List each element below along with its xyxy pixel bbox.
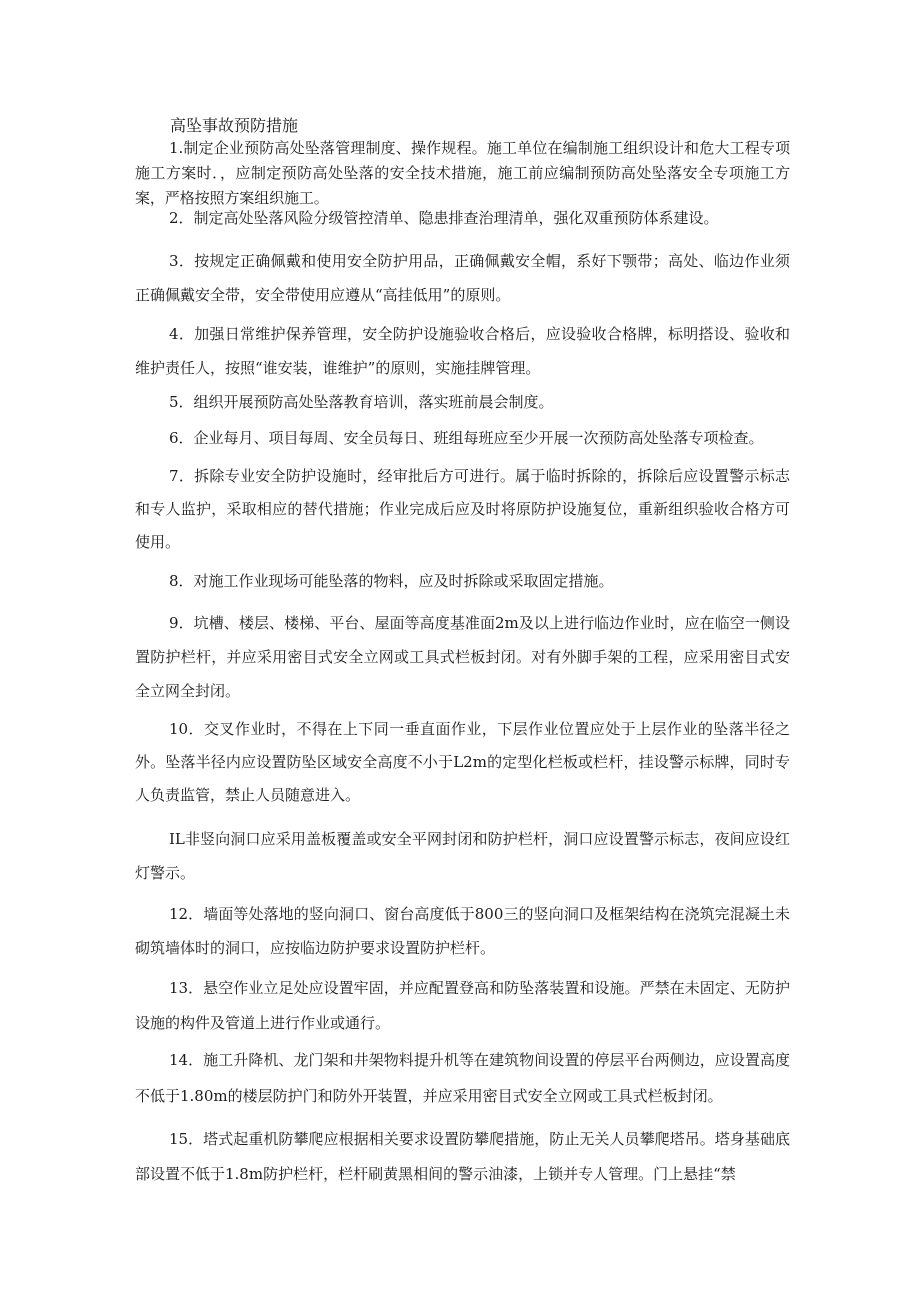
paragraph-12: 12．墙面等处落地的竖向洞口、窗台高度低于800三的竖向洞口及框架结构在浇筑完混凝土未砌筑墙体时的洞口，应按临边防护要求设置防护栏杆。: [135, 905, 790, 957]
paragraph-4: 4．加强日常维护保养管理，安全防护设施验收合格后，应设验收合格牌，标明搭设、验收和维护责任人，按照“谁安装，谁维护”的原则，实施挂牌管理。: [135, 325, 790, 377]
paragraph-13: 13．悬空作业立足处应设置牢固，并应配置登高和防坠落装置和设施。严禁在未固定、无防护设施的构件及管道上进行作业或通行。: [135, 979, 790, 1032]
paragraph-15: 15．塔式起重机防攀爬应根据相关要求设置防攀爬措施，防止无关人员攀爬塔吊。塔身基础底部设置不低于1.8m防护栏杆，栏杆刷黄黑相间的警示油漆，上锁并专人管理。门上悬挂“禁: [135, 1130, 790, 1183]
paragraph-10: 10．交叉作业时，不得在上下同一垂直面作业，下层作业位置应处于上层作业的坠落半径之外。坠落半径内应设置防坠区域安全高度不小于L2m的定型化栏板或栏杆，挂设警示标牌，同时专人负责监管，禁止人员随意进入。: [135, 720, 790, 804]
paragraph-3: 3．按规定正确佩戴和使用安全防护用品，正确佩戴安全帽，系好下颚带；高处、临边作业须正确佩戴安全带，安全带使用应遵从“高挂低用”的原则。: [135, 252, 790, 304]
paragraph-7: 7．拆除专业安全防护设施时，经审批后方可进行。属于临时拆除的，拆除后应设置警示标志和专人监护，采取相应的替代措施；作业完成后应及时将原防护设施复位，重新组织验收合格方可使用。: [135, 467, 790, 551]
paragraph-9: 9．坑槽、楼层、楼梯、平台、屋面等高度基准面2m及以上进行临边作业时，应在临空一侧设置防护栏杆，并应采用密目式安全立网或工具式栏板封闭。对有外脚手架的工程，应采用密目式安全立网全封闭。: [135, 614, 790, 700]
paragraph-2: 2．制定高处坠落风险分级管控清单、隐患排查治理清单，强化双重预防体系建设。: [169, 209, 719, 227]
paragraph-11: IL非竖向洞口应采用盖板覆盖或安全平网封闭和防护栏杆，洞口应设置警示标志，夜间应设红灯警示。: [135, 830, 790, 882]
paragraph-1: 1.制定企业预防高处坠落管理制度、操作规程。施工单位在编制施工组织设计和危大工程专项施工方案时．，应制定预防高处坠落的安全技术措施，施工前应编制预防高处坠落安全专项施工方案，严格按照方案组织施工。: [135, 139, 790, 207]
paragraph-8: 8．对施工作业现场可能坠落的物料，应及时拆除或采取固定措施。: [169, 572, 614, 590]
paragraph-5: 5．组织开展预防高处坠落教育培训，落实班前晨会制度。: [169, 393, 554, 411]
paragraph-14: 14．施工升降机、龙门架和井架物料提升机等在建筑物间设置的停层平台两侧边，应设置高度不低于1.80m的楼层防护门和防外开装置，并应采用密目式安全立网或工具式栏板封闭。: [135, 1051, 790, 1105]
document-title: 高坠事故预防措施: [170, 116, 299, 135]
paragraph-6: 6．企业每月、项目每周、安全员每日、班组每班应至少开展一次预防高处坠落专项检查。: [169, 429, 764, 447]
